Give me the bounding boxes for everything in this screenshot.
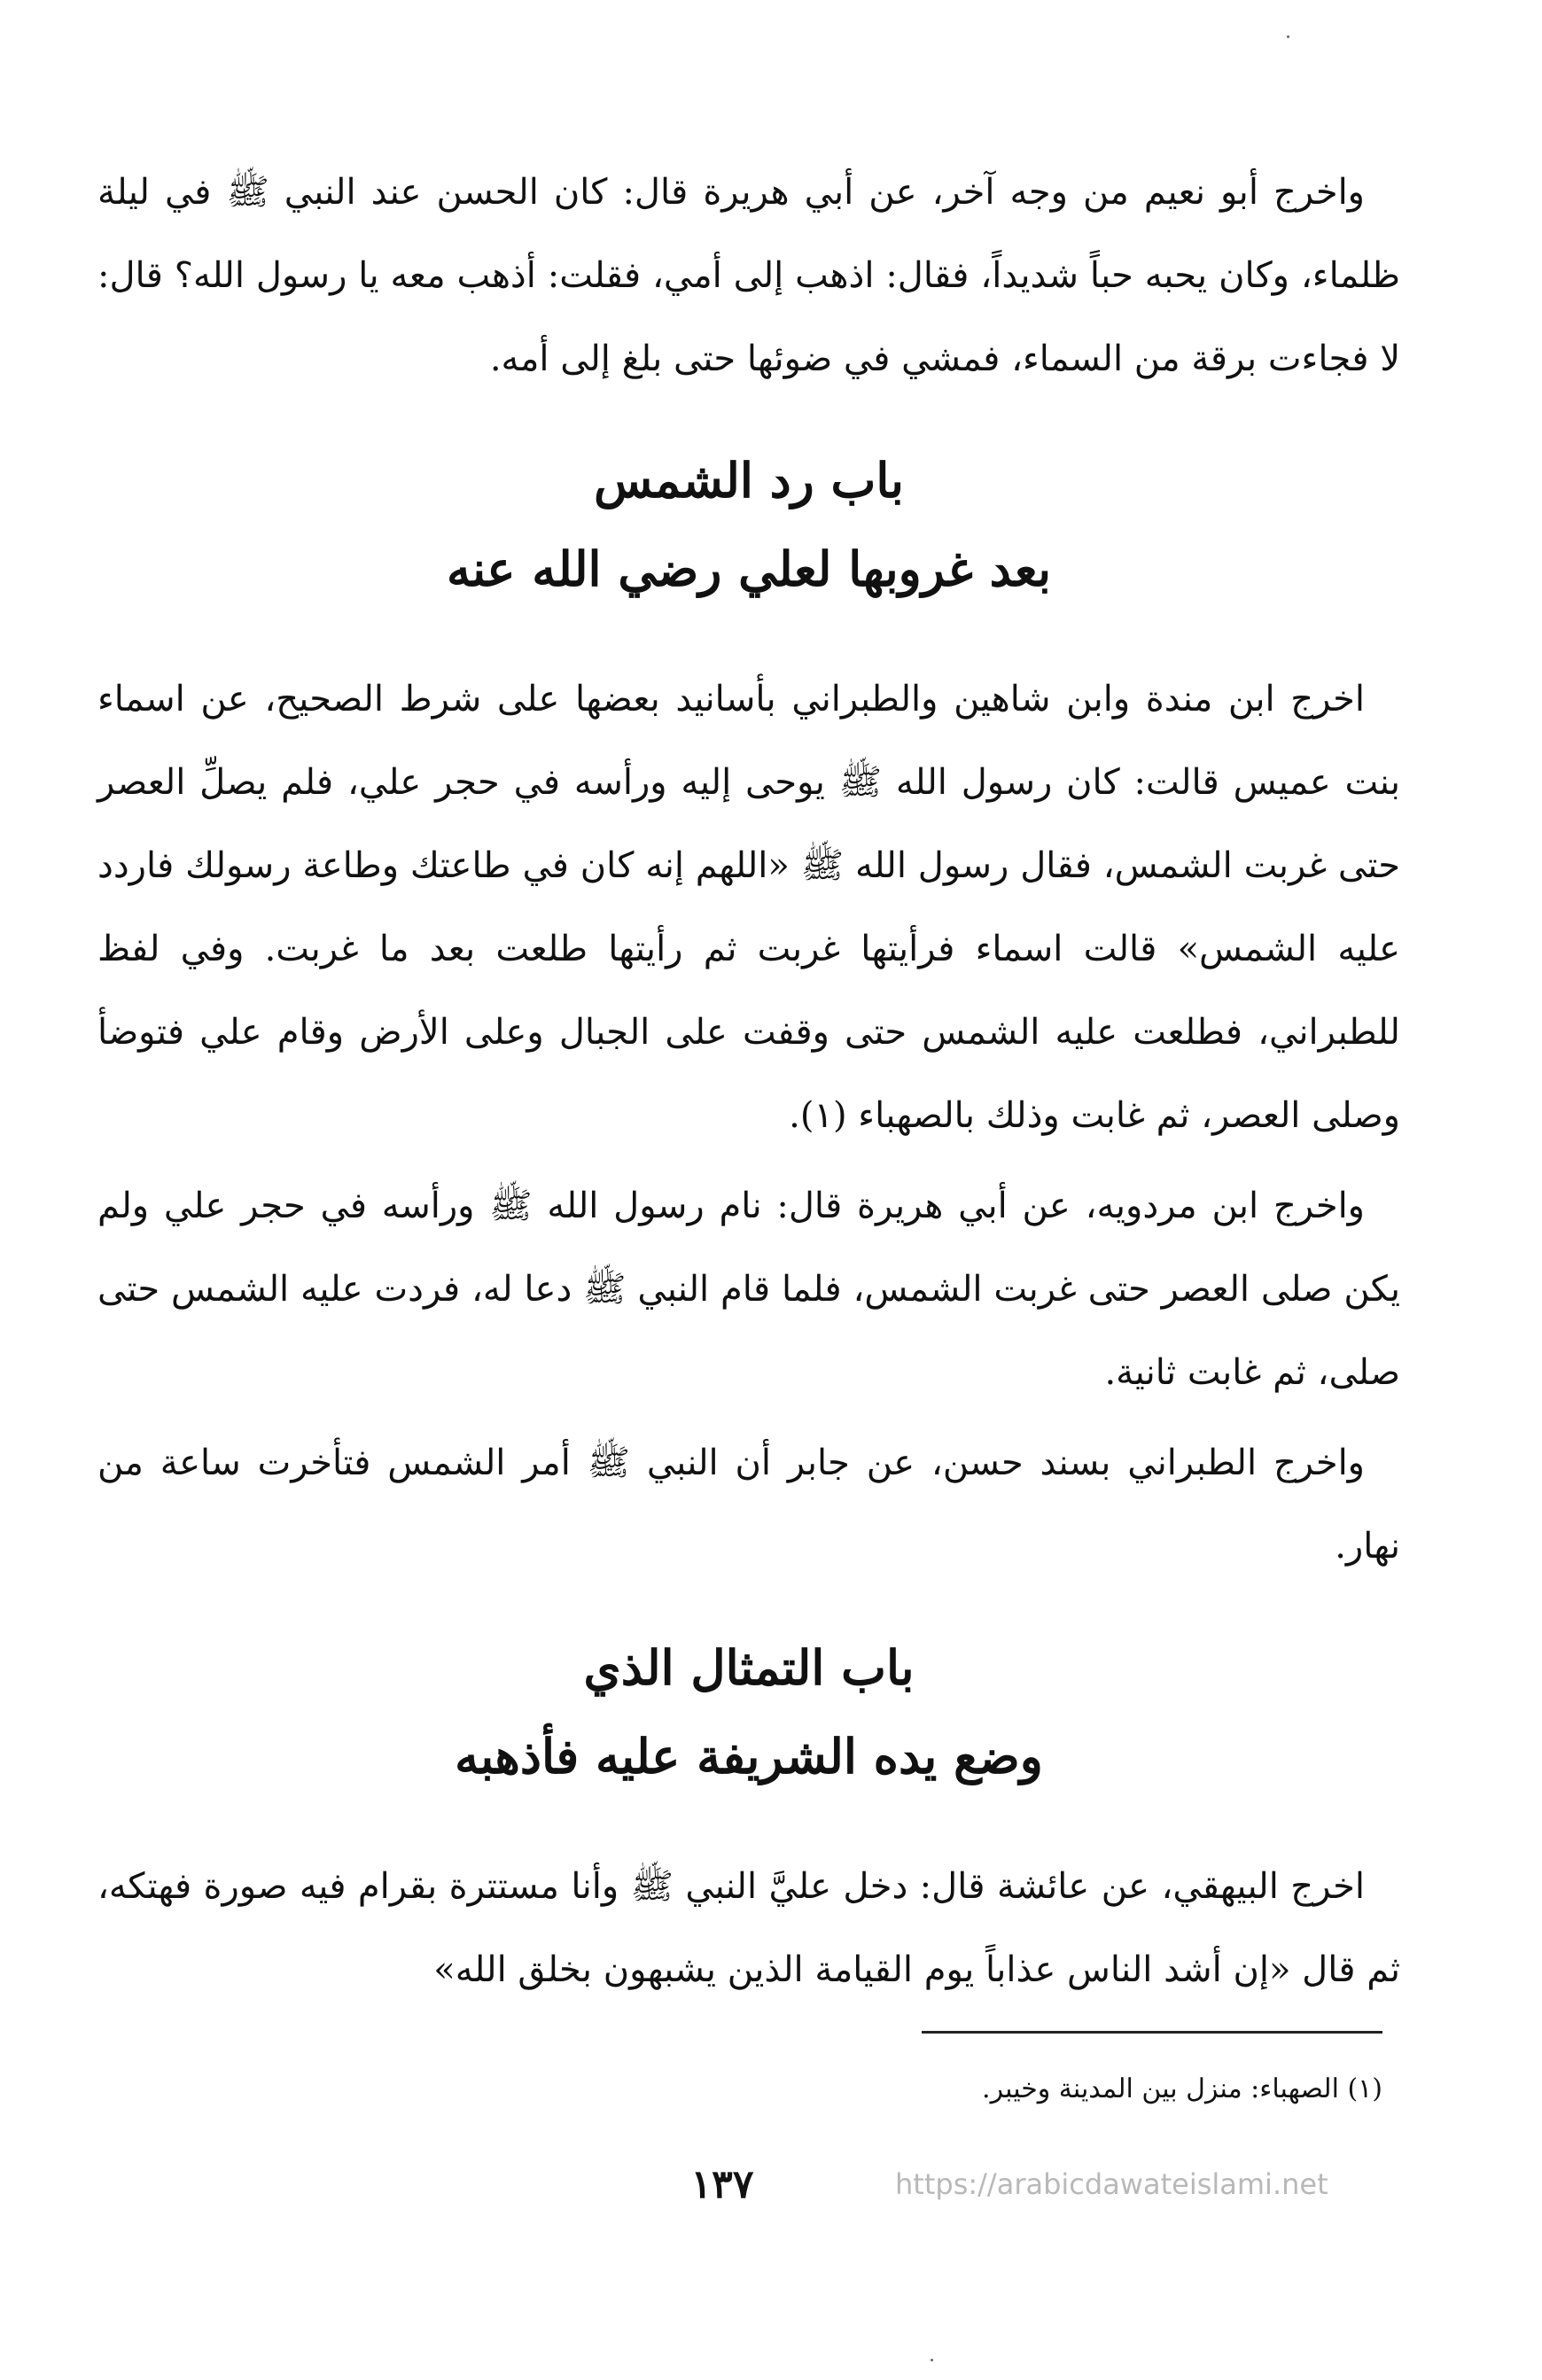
page-number: ١٣٧ — [690, 2162, 754, 2207]
scan-speck — [931, 2359, 933, 2361]
section-2-title: باب التمثال الذي — [583, 1639, 915, 1696]
section-1-title: باب رد الشمس — [594, 452, 904, 509]
section-1-subtitle: بعد غروبها لعلي رضي الله عنه — [447, 541, 1051, 597]
paragraph-section-1-c: واخرج الطبراني بسند حسن، عن جابر أن النبي ﷺ أمر الشمس فتأخرت ساعة من نهار. — [97, 1443, 1400, 1567]
section-2-subtitle: وضع يده الشريفة عليه فأذهبه — [455, 1728, 1043, 1785]
watermark-url: https://arabicdawateislami.net — [895, 2167, 1328, 2201]
scan-speck — [1287, 35, 1289, 38]
paragraph-section-2-a: اخرج البيهقي، عن عائشة قال: دخل عليَّ النبي ﷺ وأنا مستترة بقرام فيه صورة فهتكه، ثم قال «إن أشد الناس عذاباً يوم القيامة الذين يشبهون بخلق الله» — [97, 1866, 1400, 1990]
section-heading-2 — [97, 1623, 1400, 1801]
footnote: (١) الصهباء: منزل بين المدينة وخيبر. — [982, 2073, 1382, 2104]
page-body — [97, 151, 1400, 2018]
paragraph-section-1-a: اخرج ابن مندة وابن شاهين والطبراني بأسانيد بعضها على شرط الصحيح، عن اسماء بنت عميس قالت: كان رسول الله ﷺ يوحى إليه ورأسه في حجر علي، فلم يصلِّ العصر حتى غربت الشمس، فقال رسول الله ﷺ «اللهم إنه كان في طاعتك وطاعة رسولك فاردد عليه الشمس» قالت اسماء فرأيتها غربت ثم رأيتها طلعت بعد ما غربت. وفي لفظ للطبراني، فطلعت عليه الشمس حتى وقفت على الجبال وعلى الأرض وقام علي فتوضأ وصلى العصر، ثم غابت وذلك بالصهباء (١). — [97, 679, 1400, 1136]
paragraph-section-1-b: واخرج ابن مردويه، عن أبي هريرة قال: نام رسول الله ﷺ ورأسه في حجر علي ولم يكن صلى العصر حتى غربت الشمس، فلما قام النبي ﷺ دعا له، فردت عليه الشمس حتى صلى، ثم غابت ثانية. — [97, 1186, 1400, 1393]
paragraph-intro: واخرج أبو نعيم من وجه آخر، عن أبي هريرة قال: كان الحسن عند النبي ﷺ في ليلة ظلماء، وكان يحبه حباً شديداً، فقال: اذهب إلى أمي، فقلت: أذهب معه يا رسول الله؟ قال: لا فجاءت برقة من السماء، فمشي في ضوئها حتى بلغ إلى أمه. — [97, 172, 1400, 379]
footnote-divider — [922, 2031, 1382, 2034]
section-heading-1 — [97, 436, 1400, 613]
